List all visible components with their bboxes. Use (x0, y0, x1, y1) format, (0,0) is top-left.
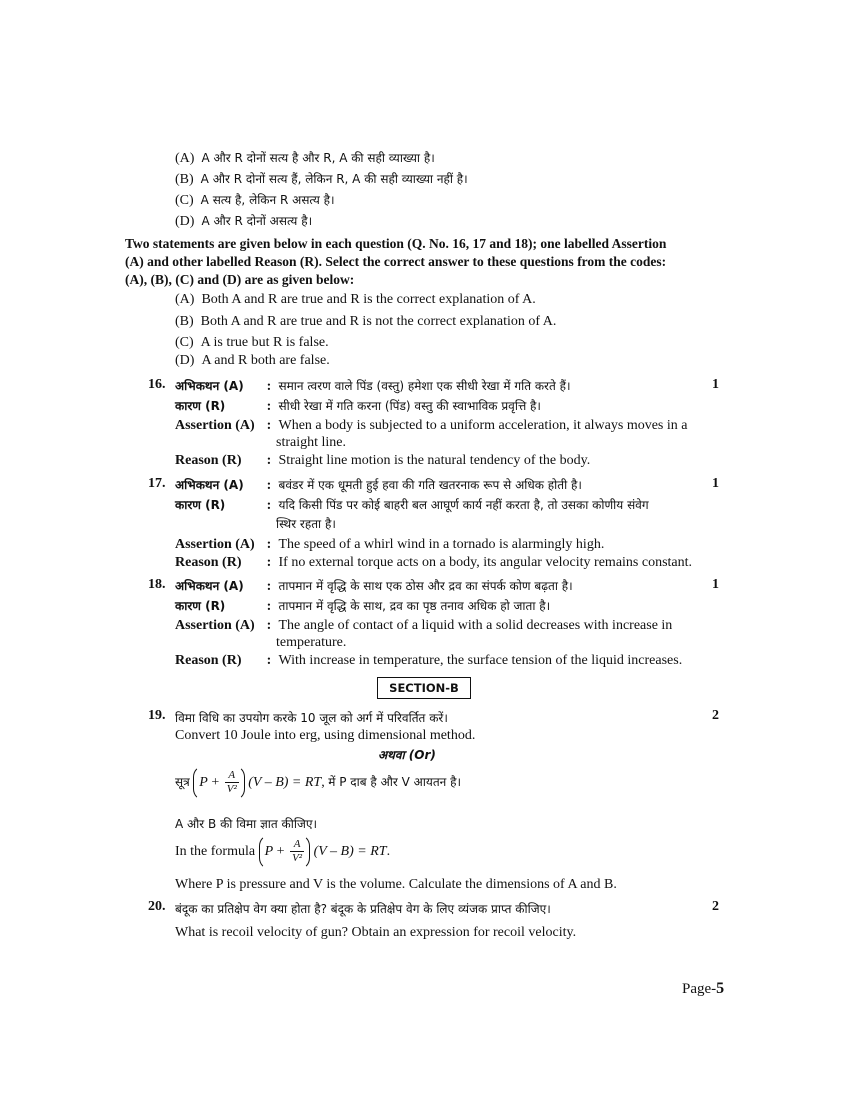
question-number-16: 16. (148, 377, 166, 392)
hindi-option-b (175, 170, 468, 188)
instruction-line-2: (A) and other labelled Reason (R). Select the correct answer to these questions from the codes: (125, 254, 667, 269)
reason-label: Reason (R) (175, 453, 242, 468)
colon: : (266, 399, 272, 414)
q18-assertion-hi (175, 577, 573, 595)
colon: : (266, 379, 272, 394)
option-key: (B) (175, 314, 194, 329)
colon: : (266, 653, 272, 668)
hindi-option-c (175, 191, 335, 209)
q18-assertion-en (175, 618, 672, 634)
fraction-numerator: A (290, 838, 304, 852)
reason-label: Reason (R) (175, 555, 242, 570)
page-number-value: 5 (716, 980, 725, 997)
colon: : (266, 418, 272, 433)
formula-fraction (225, 769, 239, 796)
q19-ask-hi: A और B की विमा ज्ञात कीजिए। (175, 817, 318, 831)
formula-paren-group (259, 834, 311, 870)
reason-text: If no external torque acts on a body, its angular velocity remains constant. (278, 555, 693, 570)
q17-assertion-hi (175, 476, 582, 494)
option-text: A is true but R is false. (200, 335, 329, 350)
option-text: A and R both are false. (201, 353, 330, 368)
reason-text: सीधी रेखा में गति करना (पिंड) वस्तु की स्वाभाविक प्रवृत्ति है। (278, 399, 541, 413)
assertion-text: बवंडर में एक धूमती हुई हवा की गति खतरनाक रूप से अधिक होती है। (278, 478, 582, 492)
q19-marks: 2 (712, 708, 719, 723)
colon: : (266, 537, 272, 552)
formula-suffix: में P दाब है और V आयतन है। (328, 775, 462, 790)
assertion-text: The speed of a whirl wind in a tornado is alarmingly high. (278, 537, 605, 552)
hindi-option-a (175, 149, 435, 167)
section-b-heading: SECTION-B (377, 677, 471, 699)
q17-reason-hi (175, 496, 649, 514)
option-key: (B) (175, 172, 194, 187)
colon: : (266, 478, 272, 493)
assertion-text: The angle of contact of a liquid with a solid decreases with increase in (278, 618, 673, 633)
assertion-text: तापमान में वृद्धि के साथ एक ठोस और द्रव का संपर्क कोण बढ़ता है। (278, 579, 573, 593)
q19-text-en: Convert 10 Joule into erg, using dimensional method. (175, 728, 476, 743)
option-key: (D) (175, 214, 195, 229)
q18-reason-en (175, 653, 682, 669)
reason-label: कारण (R) (175, 498, 226, 512)
assertion-label: अभिकथन (A) (175, 579, 244, 593)
or-text: अथवा (Or) (378, 748, 436, 762)
reason-label: कारण (R) (175, 399, 226, 413)
english-option-c (175, 335, 329, 351)
assertion-text: When a body is subjected to a uniform acceleration, it always moves in a (278, 418, 688, 433)
reason-text: With increase in temperature, the surface tension of the liquid increases. (278, 653, 683, 668)
q20-text-hi: बंदूक का प्रतिक्षेप वेग क्या होता है? बंदूक के प्रतिक्षेप वेग के लिए व्यंजक प्राप्त कीजिए। (175, 902, 551, 916)
english-option-d (175, 353, 330, 369)
question-number-19: 19. (148, 708, 166, 723)
assertion-label: Assertion (A) (175, 537, 255, 552)
fraction-denominator: V² (292, 852, 303, 865)
assertion-label: अभिकथन (A) (175, 478, 244, 492)
option-text: A और R दोनों सत्य हैं, लेकिन R, A की सही व्याख्या नहीं है। (200, 172, 468, 186)
option-key: (D) (175, 353, 195, 368)
assertion-label: Assertion (A) (175, 418, 255, 433)
q19-formula-hi-line: सूत्र P + $\frac{A}{\text{V²}}$ (V – B) = RT, में P दाब है और V आयतन है। (175, 765, 461, 801)
option-key: (C) (175, 335, 194, 350)
formula-p: P (264, 844, 274, 859)
formula-paren-group (193, 765, 245, 801)
colon: : (266, 618, 272, 633)
english-option-b (175, 314, 556, 330)
page-number (682, 980, 724, 998)
reason-label: कारण (R) (175, 599, 226, 613)
page-label: Page- (682, 981, 717, 997)
option-key: (A) (175, 151, 195, 166)
instruction-line-3: (A), (B), (C) and (D) are as given below: (125, 272, 355, 287)
question-number-18: 18. (148, 577, 166, 592)
q16-reason-hi (175, 397, 541, 415)
option-text: A और R दोनों असत्य है। (201, 214, 313, 228)
reason-text: तापमान में वृद्धि के साथ, द्रव का पृष्ठ तनाव अधिक हो जाता है। (278, 599, 551, 613)
formula-rest: (V – B) = RT (313, 844, 387, 860)
instruction-line-1: Two statements are given below in each question (Q. No. 16, 17 and 18); one labelled Assertion (125, 236, 667, 251)
fraction-numerator: A (225, 769, 239, 783)
option-key: (C) (175, 193, 194, 208)
formula-fraction (290, 838, 304, 865)
colon: : (266, 453, 272, 468)
q20-text-en: What is recoil velocity of gun? Obtain an expression for recoil velocity. (175, 925, 577, 940)
q20-marks: 2 (712, 899, 719, 914)
q16-marks: 1 (712, 377, 719, 392)
q16-assertion-en-cont: straight line. (276, 435, 346, 450)
option-text: Both A and R are true and R is not the correct explanation of A. (200, 314, 557, 329)
assertion-label: Assertion (A) (175, 618, 255, 633)
q18-reason-hi (175, 597, 550, 615)
formula-plus: + (276, 844, 285, 859)
or-label (378, 746, 436, 764)
reason-text: यदि किसी पिंड पर कोई बाहरी बल आघूर्ण कार्य नहीं करता है, तो उसका कोणीय संवेग (278, 498, 649, 512)
q16-reason-en (175, 453, 590, 469)
q17-reason-hi-cont: स्थिर रहता है। (276, 517, 336, 531)
assertion-text: समान त्वरण वाले पिंड (वस्तु) हमेशा एक सीधी रेखा में गति करते हैं। (278, 379, 571, 393)
question-number-17: 17. (148, 476, 166, 491)
question-number-20: 20. (148, 899, 166, 914)
english-option-a (175, 292, 536, 308)
reason-text: Straight line motion is the natural tendency of the body. (278, 453, 591, 468)
q19-where-en: Where P is pressure and V is the volume. Calculate the dimensions of A and B. (175, 877, 617, 892)
q17-reason-en (175, 555, 692, 571)
formula-prefix: In the formula (175, 844, 256, 860)
q16-assertion-hi (175, 377, 571, 395)
q19-formula-en-line: In the formula P + $\frac{A}{\text{V²}}$ (V – B) = RT. (175, 834, 390, 870)
q17-marks: 1 (712, 476, 719, 491)
q19-text-hi: विमा विधि का उपयोग करके 10 जूल को अर्ग में परिवर्तित करें। (175, 711, 448, 725)
fraction-denominator: V² (226, 783, 237, 796)
formula-p: P (199, 775, 208, 790)
reason-label: Reason (R) (175, 653, 242, 668)
formula-rest: (V – B) = RT (248, 775, 322, 791)
colon: : (266, 579, 272, 594)
formula-prefix: सूत्र (175, 775, 190, 790)
q18-marks: 1 (712, 577, 719, 592)
assertion-label: अभिकथन (A) (175, 379, 244, 393)
option-text: A सत्य है, लेकिन R असत्य है। (200, 193, 335, 207)
q16-assertion-en (175, 418, 687, 434)
colon: : (266, 599, 272, 614)
colon: : (266, 555, 272, 570)
q17-assertion-en (175, 537, 604, 553)
option-text: A और R दोनों सत्य है और R, A की सही व्याख्या है। (201, 151, 435, 165)
formula-plus: + (211, 775, 220, 790)
colon: : (266, 498, 272, 513)
option-key: (A) (175, 292, 195, 307)
q18-assertion-en-cont: temperature. (276, 635, 347, 650)
hindi-option-d (175, 212, 312, 230)
option-text: Both A and R are true and R is the correct explanation of A. (201, 292, 536, 307)
